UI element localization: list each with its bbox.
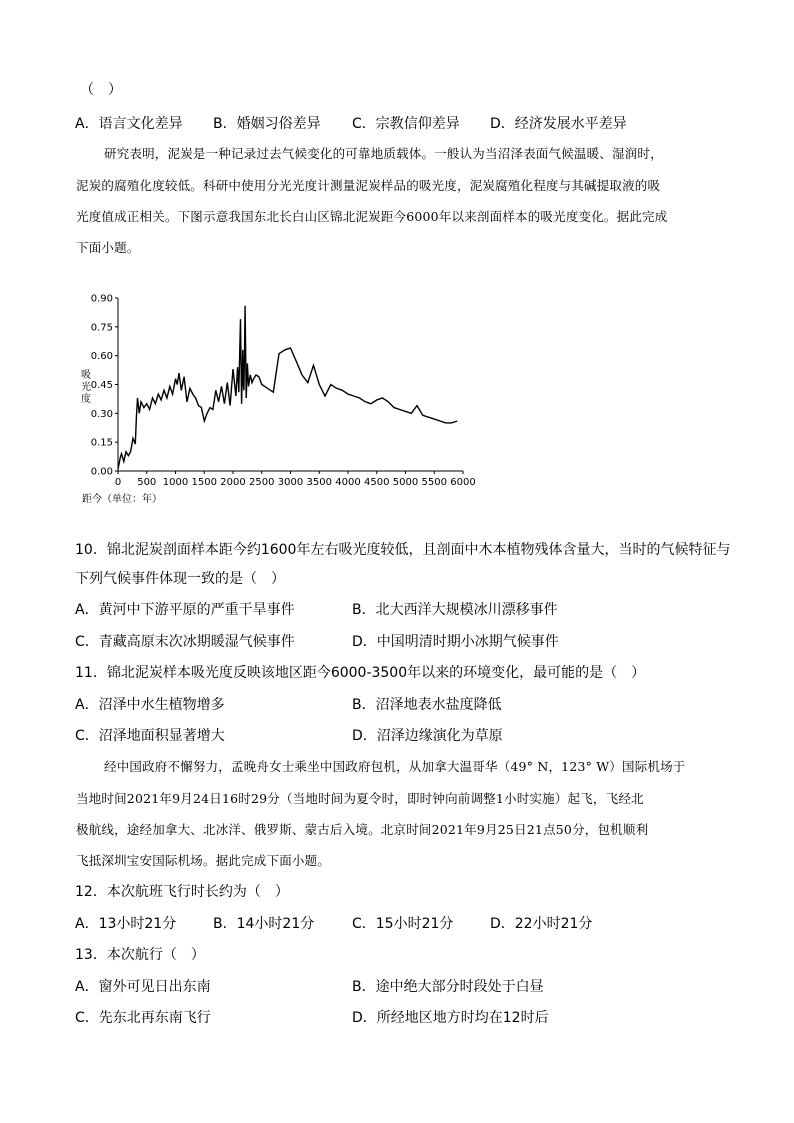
q13-option-c: C．先东北再东南飞行	[75, 1010, 211, 1026]
q11-option-a: A．沼泽中水生植物增多	[75, 697, 225, 713]
x-tick-label: 0	[114, 477, 122, 488]
absorbance-series-line	[118, 306, 457, 469]
x-tick-label: 1500	[191, 477, 217, 488]
x-tick-label: 2000	[220, 477, 246, 488]
passage2-line-4: 飞抵深圳宝安国际机场。据此完成下面小题。	[76, 853, 331, 868]
x-tick-label: 500	[137, 477, 157, 488]
q9-option-c: C．宗教信仰差异	[352, 116, 460, 132]
passage1-line-3: 光度值成正相关。下图示意我国东北长白山区锦北泥炭距今6000年以来剖面样本的吸光度变化。据此完成	[76, 209, 668, 224]
q13-stem: 13．本次航行（ ）	[75, 947, 205, 963]
y-tick-label: 0.45	[90, 380, 113, 391]
q11-option-d: D．沼泽边缘演化为草原	[352, 728, 503, 744]
absorbance-chart	[78, 288, 478, 513]
q12-options	[75, 914, 775, 934]
x-tick-label: 5500	[421, 477, 447, 488]
q10-option-b: B．北大西洋大规模冰川漂移事件	[352, 602, 558, 618]
x-tick-label: 5000	[392, 477, 419, 488]
q11-stem: 11．锦北泥炭样本吸光度反映该地区距今6000-3500年以来的环境变化，最可能的是（ ）	[75, 665, 646, 681]
q9-option-d: D．经济发展水平差异	[490, 116, 627, 132]
passage1-line-2: 泥炭的腐殖化度较低。科研中使用分光光度计测量泥炭样品的吸光度，泥炭腐殖化程度与其碱提取液的吸	[76, 178, 661, 193]
x-tick-label: 1000	[162, 477, 189, 488]
q10-stem-line-1: 10．锦北泥炭剖面样本距今约1600年左右吸光度较低，且剖面中木本植物残体含量大，当时的气候特征与	[75, 542, 731, 558]
y-tick-label: 0.60	[90, 351, 113, 363]
q10-option-c: C．青藏高原末次冰期暖湿气候事件	[75, 634, 295, 650]
passage2-line-1: 经中国政府不懈努力，孟晚舟女士乘坐中国政府包机，从加拿大温哥华（49° N，123° W）国际机场于	[104, 759, 686, 774]
passage2-line-2: 当地时间2021年9月24日16时29分（当地时间为夏令时，即时钟向前调整1小时实施）起飞，飞经北	[76, 791, 644, 806]
y-tick-label: 0.75	[90, 322, 113, 334]
q11-option-c: C．沼泽地面积显著增大	[75, 728, 225, 744]
x-tick-label: 3000	[277, 477, 304, 488]
q11-options-row-2	[75, 726, 775, 746]
x-axis-ticks	[115, 471, 476, 488]
q12-option-c: C．15小时21分	[352, 916, 454, 932]
q13-option-d: D．所经地区地方时均在12时后	[352, 1010, 549, 1026]
x-axis-label: 距今（单位：年）	[82, 494, 162, 505]
q11-option-b: B．沼泽地表水盐度降低	[352, 697, 502, 713]
q10-options-row-1	[75, 600, 775, 620]
q9-option-b: B．婚姻习俗差异	[213, 116, 321, 132]
q12-option-d: D．22小时21分	[490, 916, 593, 932]
y-axis-label: 吸光度	[81, 370, 91, 405]
q13-options-row-2	[75, 1008, 775, 1028]
q13-option-a: A．窗外可见日出东南	[75, 979, 211, 995]
passage2-line-3: 极航线，途经加拿大、北冰洋、俄罗斯、蒙古后入境。北京时间2021年9月25日21点50分，包机顺利	[76, 822, 649, 837]
q10-option-d: D．中国明清时期小冰期气候事件	[352, 634, 559, 650]
q13-options-row-1	[75, 977, 775, 997]
x-tick-label: 3500	[306, 477, 332, 488]
y-axis-ticks	[91, 294, 118, 478]
y-tick-label: 0.15	[90, 437, 113, 449]
q13-option-b: B．途中绝大部分时段处于白昼	[352, 979, 544, 995]
y-tick-label: 0.00	[90, 466, 113, 478]
q9-option-a: A．语言文化差异	[75, 116, 183, 132]
q11-options-row-1	[75, 695, 775, 715]
passage1-line-4: 下面小题。	[76, 240, 140, 255]
q10-stem-line-2: 下列气候事件体现一致的是（ ）	[75, 571, 285, 587]
q10-option-a: A．黄河中下游平原的严重干旱事件	[75, 602, 295, 618]
q10-options-row-2	[75, 632, 775, 652]
x-tick-label: 4500	[364, 477, 390, 488]
x-tick-label: 6000	[450, 477, 476, 488]
x-tick-label: 2500	[249, 477, 275, 488]
y-tick-label: 0.30	[90, 408, 113, 420]
x-tick-label: 4000	[335, 477, 361, 488]
q9-options	[75, 114, 775, 134]
q9-paren: （ ）	[80, 82, 122, 98]
passage1-line-1: 研究表明，泥炭是一种记录过去气候变化的可靠地质载体。一般认为当沼泽表面气候温暖、湿润时，	[104, 146, 663, 161]
q12-option-b: B．14小时21分	[213, 916, 315, 932]
y-tick-label: 0.90	[90, 293, 113, 305]
q12-option-a: A．13小时21分	[75, 916, 177, 932]
q12-stem: 12．本次航班飞行时长约为（ ）	[75, 884, 289, 900]
